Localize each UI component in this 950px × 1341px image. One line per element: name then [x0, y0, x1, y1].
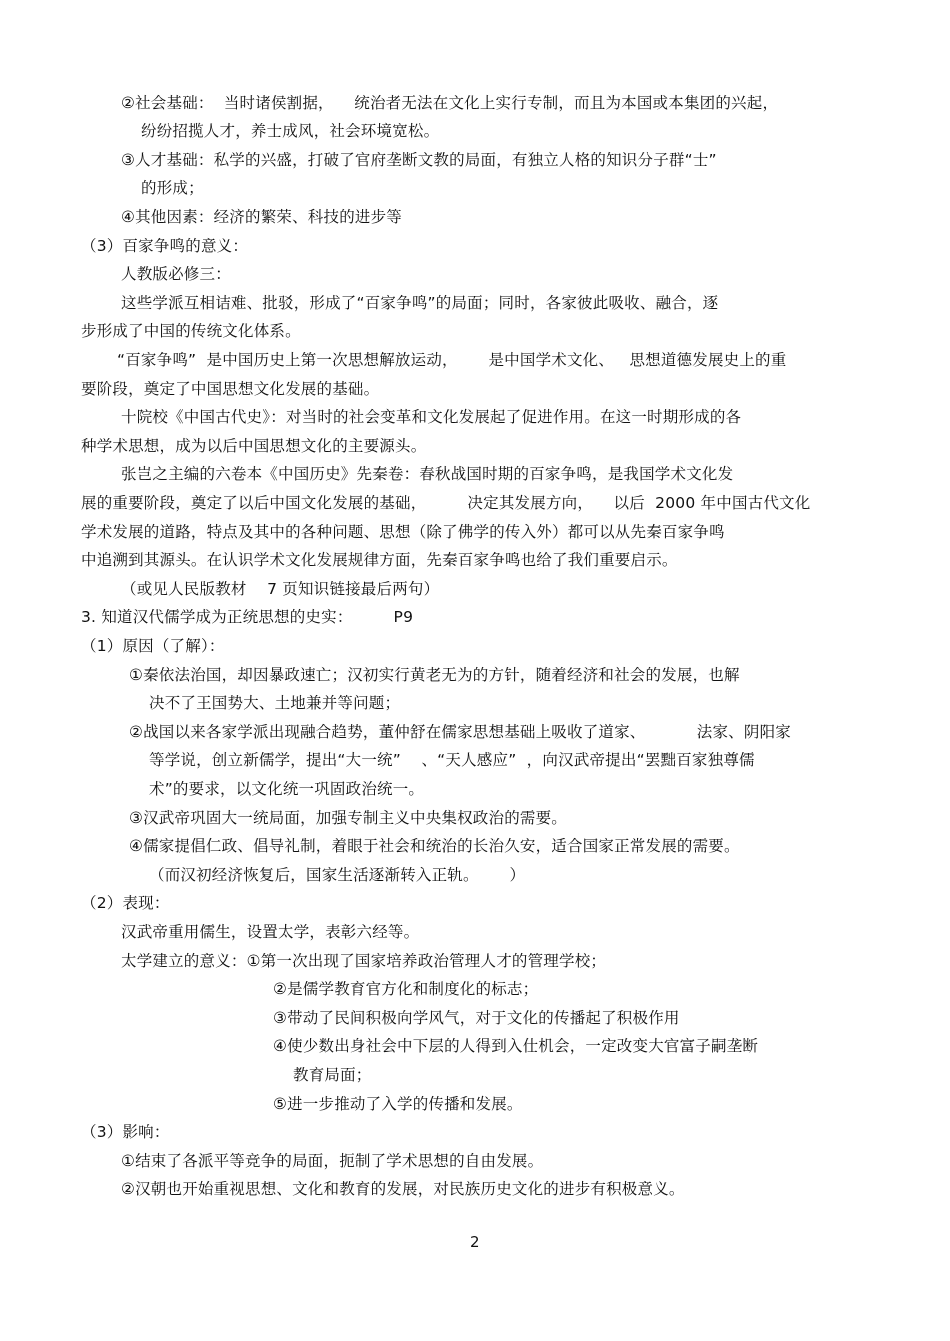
subsection-heading: （1）原因（了解）： [81, 637, 225, 655]
text-line: （或见人民版教材 7 页知识链接最后两句） [121, 580, 440, 598]
text-line: ②是儒学教育官方化和制度化的标志； [273, 980, 539, 998]
text-line: （而汉初经济恢复后，国家生活逐渐转入正轨。 ） [149, 866, 526, 884]
section-heading: 3. 知道汉代儒学成为正统思想的史实： P9 [81, 608, 414, 626]
text-line: 张岂之主编的六卷本《中国历史》先秦卷：春秋战国时期的百家争鸣，是我国学术文化发 [121, 465, 734, 483]
text-line: 要阶段，奠定了中国思想文化发展的基础。 [81, 380, 380, 398]
text-line: 汉武帝重用儒生，设置太学，表彰六经等。 [121, 923, 420, 941]
text-line: 教育局面； [293, 1066, 372, 1084]
text-line: ②社会基础： 当时诸侯割据， 统治者无法在文化上实行专制，而且为本国或本集团的兴起， [121, 94, 779, 112]
text-line: 这些学派互相诘难、批驳，形成了“百家争鸣”的局面；同时，各家彼此吸收、融合，逐 [121, 294, 719, 312]
text-line: ④其他因素：经济的繁荣、科技的进步等 [121, 208, 402, 226]
text-line: ⑤进一步推动了入学的传播和发展。 [273, 1095, 523, 1113]
text-line: “百家争鸣” 是中国历史上第一次思想解放运动， 是中国学术文化、 思想道德发展史上的重 [117, 351, 787, 369]
text-line: ①结束了各派平等竞争的局面，扼制了学术思想的自由发展。 [121, 1152, 544, 1170]
text-line: 太学建立的意义：①第一次出现了国家培养政治管理人才的管理学校； [121, 952, 607, 970]
text-line: 人教版必修三： [121, 265, 231, 283]
text-line: 纷纷招揽人才，养士成风，社会环境宽松。 [141, 122, 440, 140]
text-line: 决不了王国势大、土地兼并等问题； [149, 694, 401, 712]
text-line: 的形成； [141, 179, 204, 197]
text-line: 学术发展的道路，特点及其中的各种问题、思想（除了佛学的传入外）都可以从先秦百家争鸣 [81, 523, 725, 541]
text-line: ②战国以来各家学派出现融合趋势，董仲舒在儒家思想基础上吸收了道家、 法家、阴阳家 [129, 723, 791, 741]
text-line: 十院校《中国古代史》：对当时的社会变革和文化发展起了促进作用。在这一时期形成的各 [121, 408, 742, 426]
text-line: 等学说，创立新儒学，提出“大一统” 、“天人感应” ，向汉武帝提出“罢黜百家独尊儒 [149, 751, 755, 769]
text-line: 术”的要求，以文化统一巩固政治统一。 [149, 780, 425, 798]
text-line: 展的重要阶段，奠定了以后中国文化发展的基础， 决定其发展方向， 以后 2000 年中国古代文化 [81, 494, 811, 512]
text-line: ③带动了民间积极向学风气，对于文化的传播起了积极作用 [273, 1009, 680, 1027]
text-line: ③人才基础：私学的兴盛，打破了官府垄断文教的局面，有独立人格的知识分子群“士” [121, 151, 717, 169]
text-line: ②汉朝也开始重视思想、文化和教育的发展，对民族历史文化的进步有积极意义。 [121, 1180, 685, 1198]
text-line: ④使少数出身社会中下层的人得到入仕机会，一定改变大官富子嗣垄断 [273, 1037, 759, 1055]
page-number: 2 [470, 1233, 480, 1251]
text-line: 步形成了中国的传统文化体系。 [81, 322, 301, 340]
text-line: ③汉武帝巩固大一统局面，加强专制主义中央集权政治的需要。 [129, 809, 567, 827]
section-heading: （3）百家争鸣的意义： [81, 237, 249, 255]
subsection-heading: （2）表现： [81, 894, 170, 912]
text-line: 种学术思想，成为以后中国思想文化的主要源头。 [81, 437, 427, 455]
subsection-heading: （3）影响： [81, 1123, 170, 1141]
text-line: ④儒家提倡仁政、倡导礼制，着眼于社会和统治的长治久安，适合国家正常发展的需要。 [129, 837, 740, 855]
text-line: ①秦依法治国，却因暴政速亡；汉初实行黄老无为的方针，随着经济和社会的发展，也解 [129, 666, 740, 684]
text-line: 中追溯到其源头。在认识学术文化发展规律方面，先秦百家争鸣也给了我们重要启示。 [81, 551, 678, 569]
